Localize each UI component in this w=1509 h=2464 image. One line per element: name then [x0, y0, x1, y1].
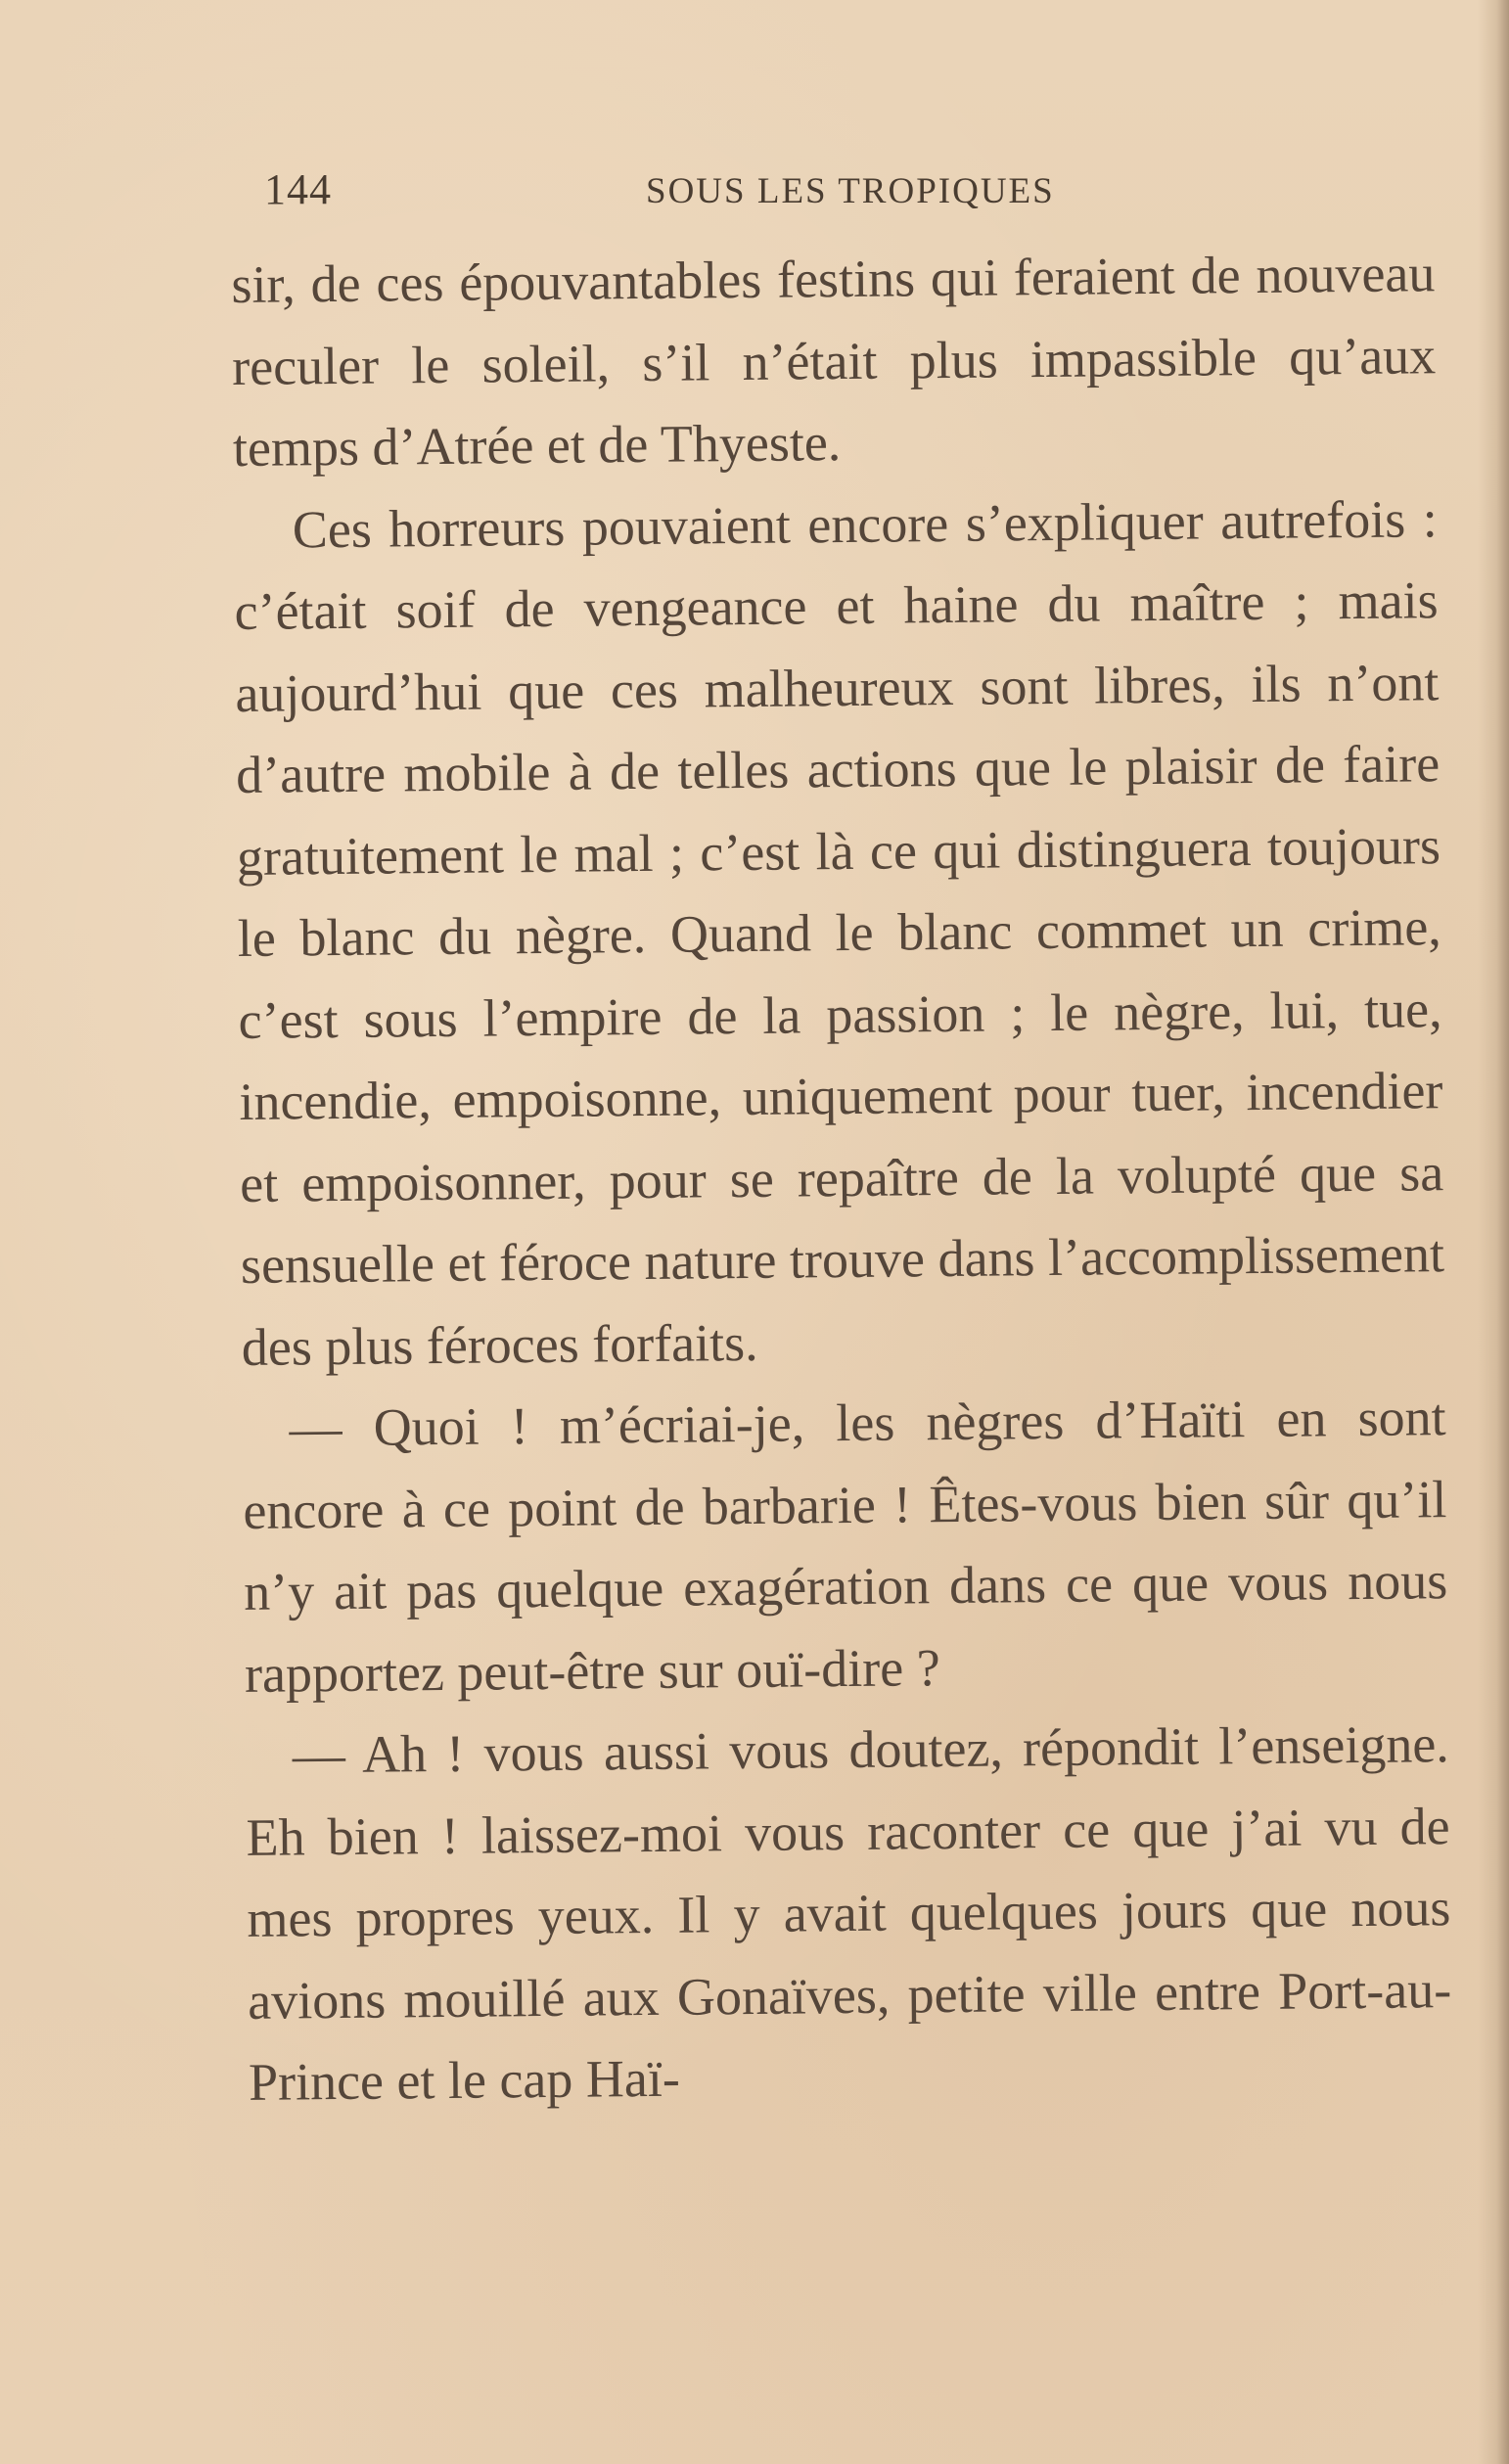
paragraph-1: sir, de ces épouvantables festins qui feraient de nouveau reculer le soleil, s’il n’était plus impassible qu’aux temps d’Atrée et de Thyeste. [231, 244, 1437, 478]
paragraph-2: Ces horreurs pouvaient encore s’expliquer autrefois : c’était soif de vengeance et haine du maître ; mais aujourd’hui que ces malheureux sont libres, ils n’ont d’autre mobile à de telles actions que le plaisir de faire gratuitement le mal ; c’est là ce qui distinguera toujours le blanc du nègre. Quand le blanc commet un crime, c’est sous l’empire de la passion ; le nègre, lui, tue, incendie, empoisonne, uniquement pour tuer, incendier et empoisonner, pour se repaître de la volupté que sa sensuelle et féroce nature trouve dans l’accomplissement des plus féroces forfaits. [234, 488, 1445, 1377]
page-edge-shadow [1478, 0, 1509, 2464]
running-title: SOUS LES TROPIQUES [646, 171, 1055, 211]
page-header [264, 164, 1067, 223]
page-number: 144 [264, 165, 332, 213]
paragraph-3: — Quoi ! m’écriai-je, les nègres d’Haïti en sont encore à ce point de barbarie ! Êtes-vous bien sûr qu’il n’y ait pas quelque exagération dans ce que vous nous rapportez peut-être sur ouï-dire ? [243, 1388, 1448, 1704]
paragraph-4: — Ah ! vous aussi vous doutez, répondit l’enseigne. Eh bien ! laissez-moi vous raconter ce que j’ai vu de mes propres yeux. Il y avait quelques jours que nous avions mouillé aux Gonaïves, petite ville entre Port-au-Prince et le cap Haï- [246, 1714, 1452, 2112]
body-text [231, 233, 1452, 2123]
